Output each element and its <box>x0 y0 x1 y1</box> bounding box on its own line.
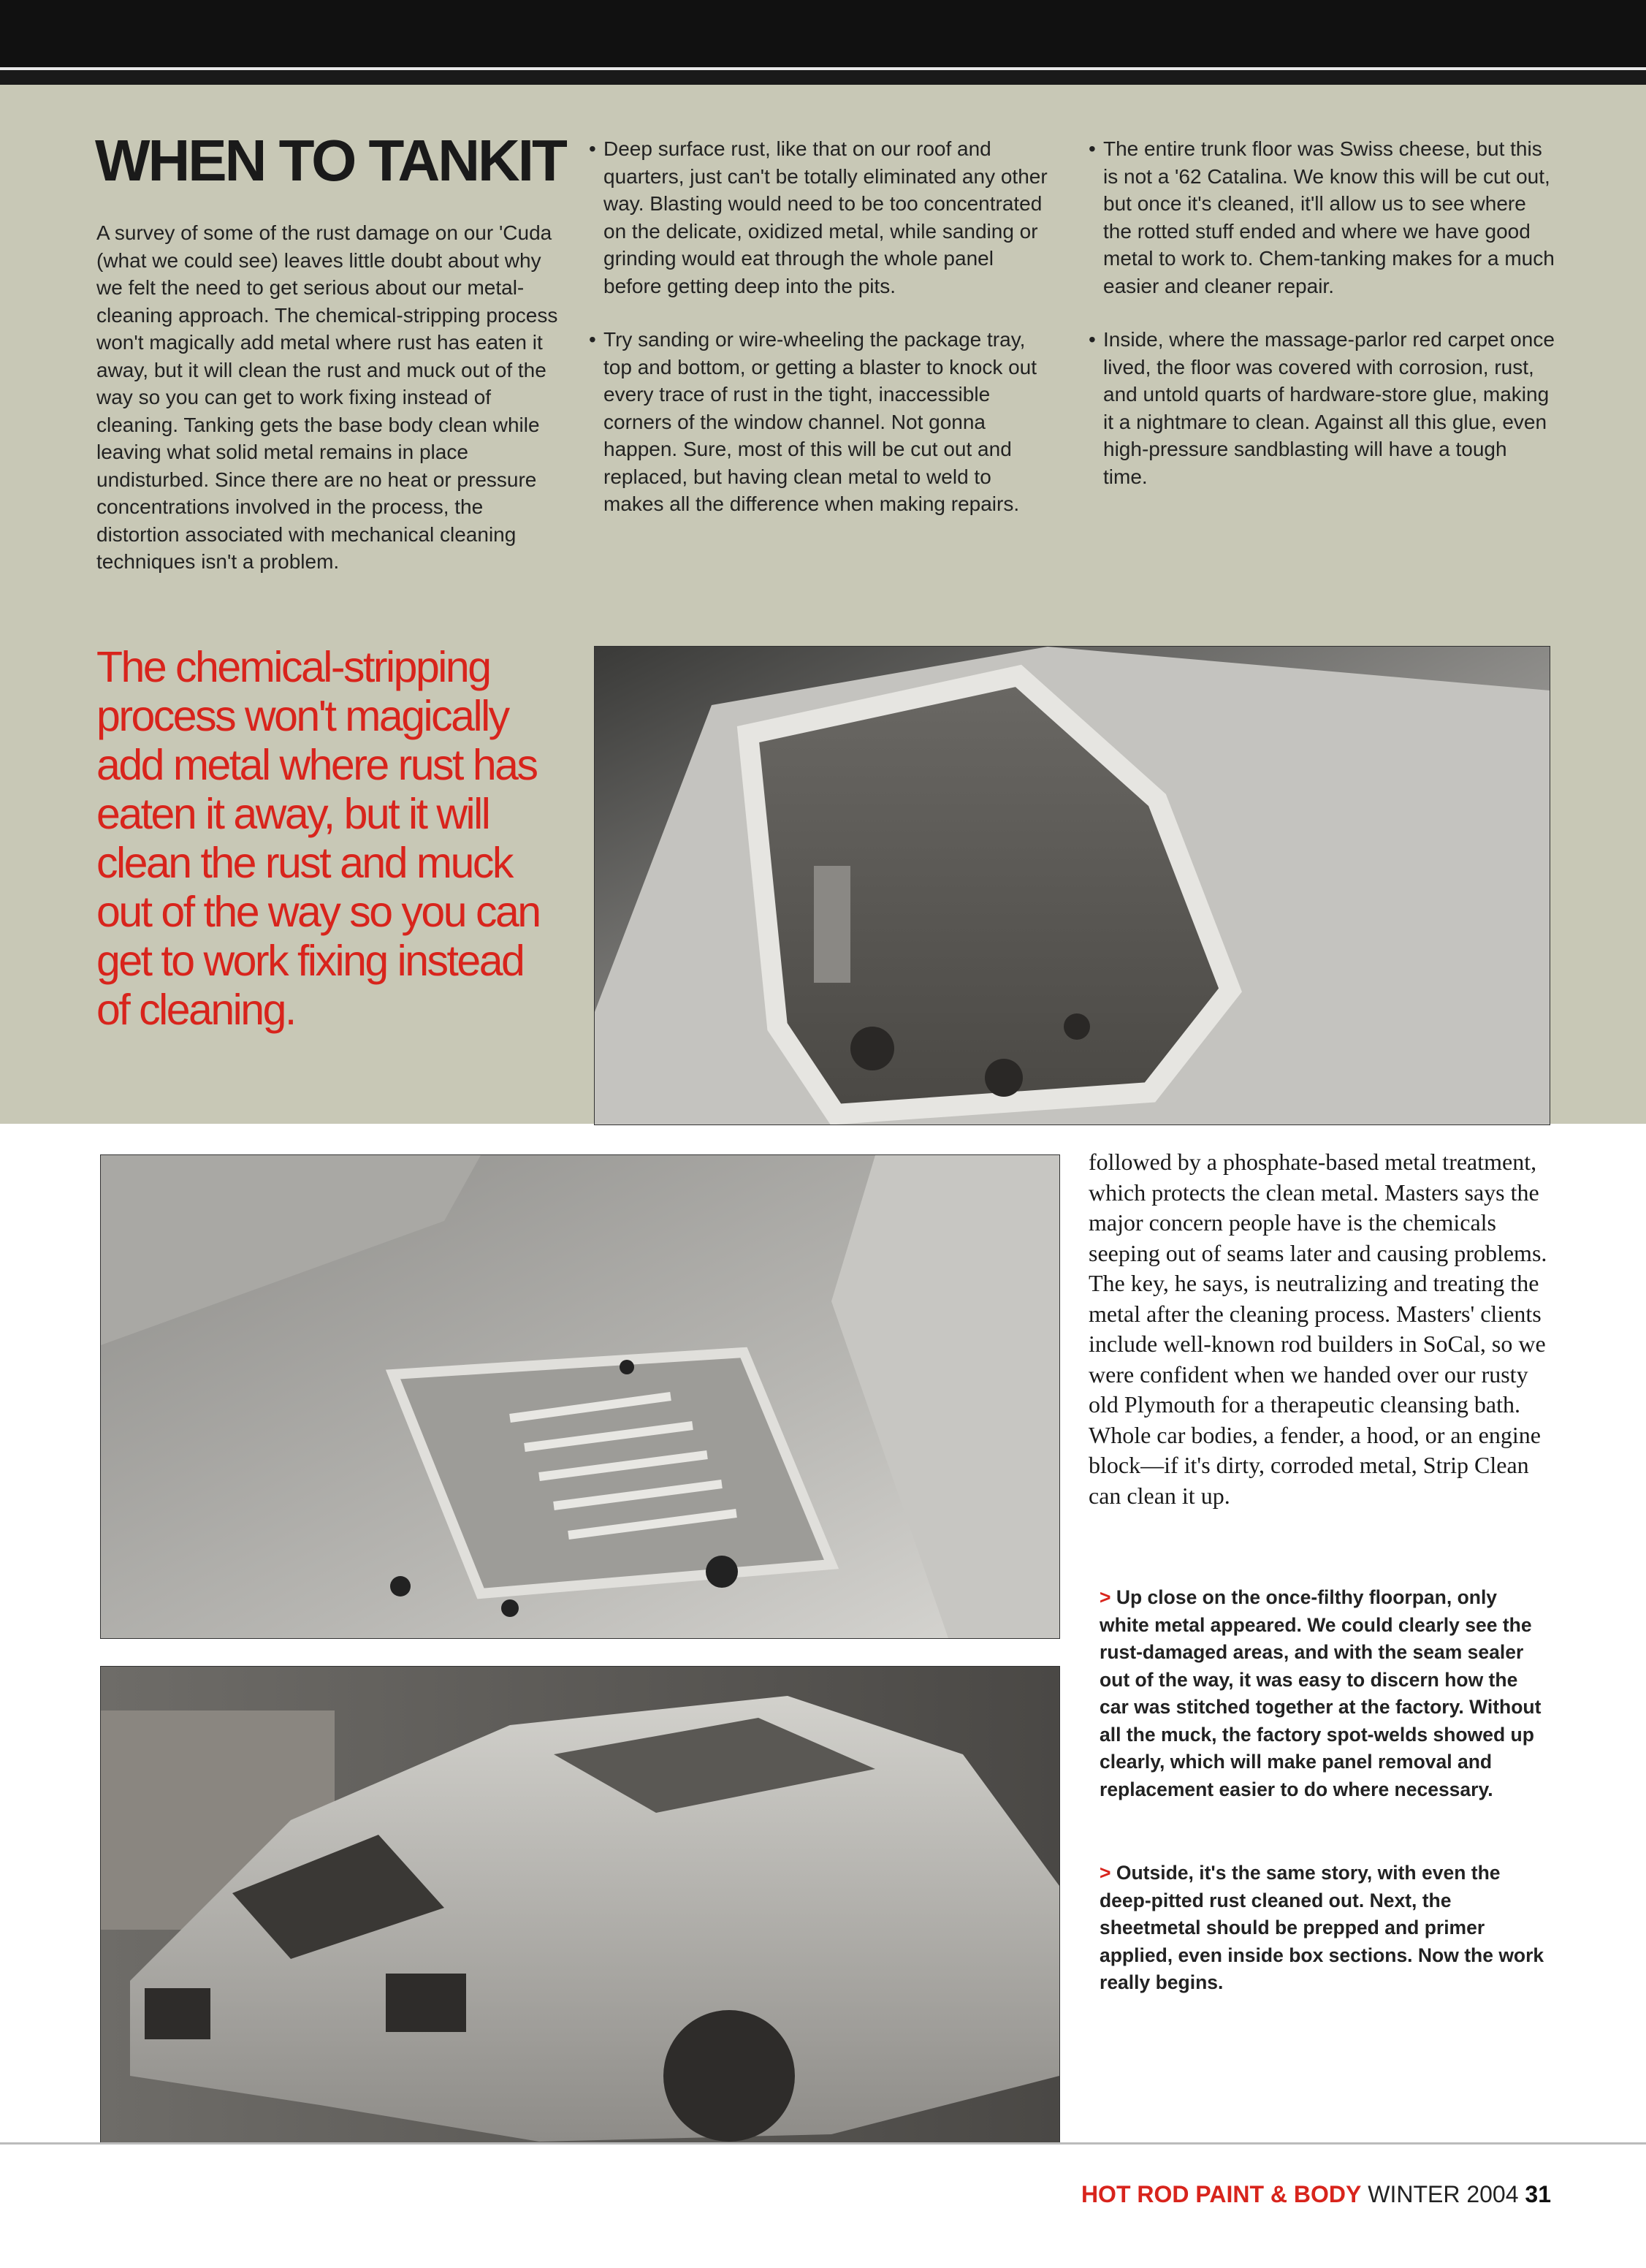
caption-car-body <box>1100 1860 1549 1997</box>
sidebar-heading: WHEN TO TANKIT <box>95 128 565 193</box>
photo-floorpan <box>100 1154 1060 1639</box>
bullet-text: Deep surface rust, like that on our roof and quarters, just can't be totally eliminated any other way. Blasting would need to be too concentrated on the delicate, oxidized metal, while sanding or grinding would eat through the whole panel before getting deep into the pits. <box>603 137 1048 297</box>
page-number: 31 <box>1525 2181 1551 2207</box>
bullet-text: Inside, where the massage-parlor red carpet once lived, the floor was covered with corrosion, rust, and untold quarts of hardware-store glue, making it a nightmare to clean. Against all this glue, even high-pressure sandblasting will have a tough time. <box>1103 328 1555 488</box>
bullet-dot: • <box>589 328 596 351</box>
sidebar-intro-text: A survey of some of the rust damage on our 'Cuda (what we could see) leaves little doubt about why we felt the need to get serious about our metal-cleaning approach. The chemical-stripping process won't magically add metal where rust has eaten it away, but it will clean the rust and muck out of the way so you can get to work fixing instead of cleaning. Tanking gets the base body clean while leaving what solid metal remains in place undisturbed. Since there are no heat or pressure concentrations involved in the process, the distortion associated with mechanical cleaning techniques isn't a problem. <box>96 221 558 573</box>
photo-floorpan-image <box>101 1155 1059 1638</box>
caption-text: Up close on the once-filthy floorpan, only white metal appeared. We could clearly see the rust-damaged areas, and with the seam sealer out of the way, it was easy to discern how the car was stitched together at the factory. Without all the muck, the factory spot-welds showed up clearly, which will make panel removal and replacement easier to do where necessary. <box>1100 1586 1542 1800</box>
caption-arrow: > <box>1100 1586 1111 1608</box>
top-dark-band <box>0 0 1646 67</box>
page-footer <box>1081 2181 1551 2208</box>
pull-quote: The chemical-stripping process won't magically add metal where rust has eaten it away, but it will clean the rust and muck out of the way so you can get to work fixing instead of cleaning. <box>96 643 540 1034</box>
bullet-dot: • <box>589 137 596 160</box>
body-text: followed by a phosphate-based metal treatment, which protects the clean metal. Masters says the major concern people have is the chemicals seeping out of seams later and causing problems. The key, he says, is neutralizing and treating the metal after the cleaning process. Masters' clients include well-known rod builders in SoCal, so we were confident when we handed over our rusty old Plymouth for a therapeutic cleansing bath. Whole car bodies, a fender, a hood, or an engine block—if it's dirty, corroded metal, Strip Clean can clean it up. <box>1089 1149 1547 1509</box>
bullet-item <box>1089 326 1556 490</box>
sidebar-column-3 <box>1089 135 1556 517</box>
photo-car-body-image <box>101 1667 1059 2143</box>
sidebar-column-2 <box>589 135 1056 544</box>
top-dark-strip <box>0 70 1646 85</box>
photo-car-body <box>100 1666 1060 2144</box>
bullet-item <box>589 326 1056 518</box>
bullet-text: The entire trunk floor was Swiss cheese, but this is not a '62 Catalina. We know this will be cut out, but once it's cleaned, it'll allow us to see where the rotted stuff ended and where we have good metal to work to. Chem-tanking makes for a much easier and cleaner repair. <box>1103 137 1555 297</box>
photo-trunk-floor <box>594 646 1550 1125</box>
caption-floorpan <box>1100 1584 1549 1803</box>
issue-label: WINTER 2004 <box>1368 2181 1519 2207</box>
bullet-dot: • <box>1089 137 1096 160</box>
bullet-dot: • <box>1089 328 1096 351</box>
bullet-item <box>1089 135 1556 300</box>
bullet-text: Try sanding or wire-wheeling the package tray, top and bottom, or getting a blaster to knock out every trace of rust in the tight, inaccessible corners of the window channel. Not gonna happen. Sure, most of this will be cut out and replaced, but having clean metal to weld to makes all the difference when making repairs. <box>603 328 1037 515</box>
footer-rule <box>0 2142 1646 2145</box>
magazine-name: HOT ROD PAINT & BODY <box>1081 2181 1362 2207</box>
caption-arrow: > <box>1100 1862 1111 1884</box>
photo-trunk-floor-image <box>595 647 1550 1125</box>
bullet-item <box>589 135 1056 300</box>
caption-text: Outside, it's the same story, with even the deep-pitted rust cleaned out. Next, the sheetmetal should be prepped and primer applied, even inside box sections. Now the work really begins. <box>1100 1862 1544 1993</box>
